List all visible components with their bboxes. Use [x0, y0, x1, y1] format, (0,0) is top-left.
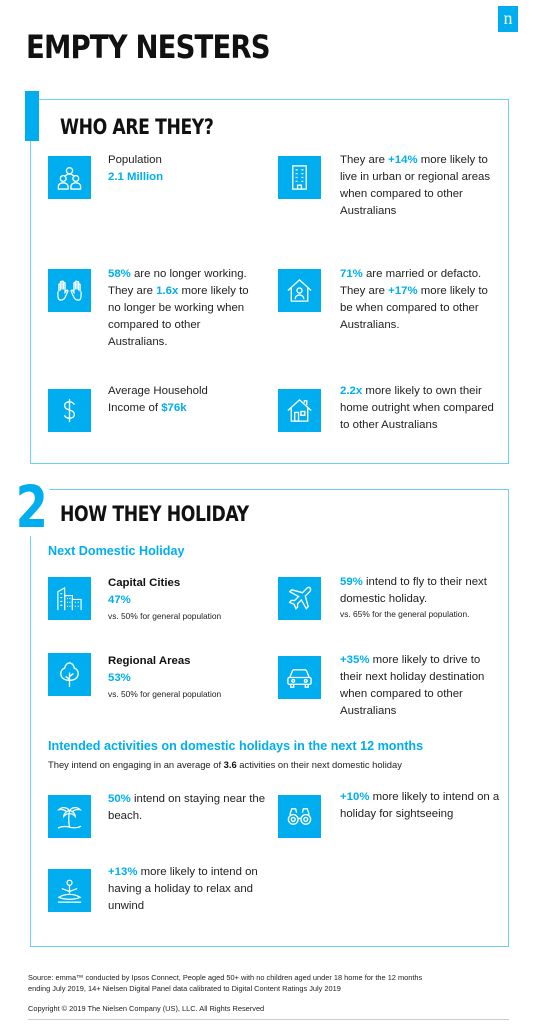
nielsen-logo: n [498, 6, 518, 32]
regional-areas-label: Regional Areas [108, 655, 191, 667]
working-stat [108, 266, 260, 351]
income-label-2: Income of [108, 402, 162, 414]
section-title-holiday: HOW THEY HOLIDAY [60, 502, 249, 526]
urban-text-pre: They are [340, 154, 389, 166]
working-value: 58% [108, 268, 131, 280]
married-text-3: more likely to be when compared to other Australians. [340, 285, 488, 331]
meditation-icon [48, 869, 91, 912]
relax-text: more likely to intend on having a holiday to relax and unwind [108, 866, 258, 912]
beach-stat [108, 791, 268, 825]
population-label: Population [108, 154, 162, 166]
drive-text: more likely to drive to their next holiday destination when compared to other Australians [340, 654, 485, 717]
footer-divider [28, 1019, 509, 1020]
people-icon [48, 156, 91, 199]
urban-value: +14% [388, 154, 418, 166]
airplane-icon [278, 577, 321, 620]
population-value: 2.1 Million [108, 171, 164, 183]
activities-note-pre: They intend on engaging in an average of [48, 759, 224, 770]
urban-text-rest: likely to live in urban or regional areas when compared to other Australians [340, 154, 491, 217]
sightseeing-value: +10% [340, 791, 370, 803]
footer-source-line-2: ending July 2019, 14+ Nielsen Digital Panel data calibrated to Digital Content Ratings July 2019 [28, 984, 341, 993]
population-stat [108, 152, 268, 186]
working-text-3: more likely to no longer be working when compared to other Australians. [108, 285, 249, 348]
urban-text-mid: more [417, 154, 447, 166]
sightseeing-text: more likely to intend on a holiday for sightseeing [340, 791, 500, 820]
regional-areas-stat [108, 653, 268, 700]
activities-average-value: 3.6 [223, 759, 237, 770]
regional-areas-note: vs. 50% for general population [108, 689, 222, 699]
married-text-1: are married or [362, 268, 438, 280]
married-stat [340, 266, 500, 334]
fly-text: intend to fly to their next domestic holiday. [340, 576, 487, 605]
fly-value: 59% [340, 576, 363, 588]
building-icon [278, 156, 321, 199]
page-title: EMPTY NESTERS [26, 28, 270, 66]
capital-cities-stat [108, 575, 268, 622]
beach-value: 50% [108, 793, 131, 805]
beach-text: intend on staying near the beach. [108, 793, 266, 822]
car-icon [278, 656, 321, 699]
fly-note: vs. 65% for the general population. [340, 609, 470, 619]
binoculars-icon [278, 795, 321, 838]
footer-copyright: Copyright © 2019 The Nielsen Company (US), LLC. All Rights Reserved [28, 1004, 265, 1013]
subhead-next-domestic-holiday: Next Domestic Holiday [48, 544, 185, 558]
drive-value: +35% [340, 654, 370, 666]
married-text-2: defacto. They are [340, 268, 482, 297]
footer-source [28, 972, 422, 994]
home-text: more likely to own their home outright when compared to other Australians [340, 385, 494, 431]
capital-cities-value: 47% [108, 594, 131, 606]
fly-stat [340, 574, 505, 620]
working-multiplier: 1.6x [156, 285, 179, 297]
working-text-2: working. They are [108, 268, 247, 297]
income-value: $76k [161, 402, 187, 414]
section-title-who: WHO ARE THEY? [60, 115, 214, 139]
income-stat [108, 383, 268, 417]
drive-stat [340, 652, 505, 720]
section-number-2: 2 [15, 473, 48, 541]
palm-tree-icon [48, 795, 91, 838]
relax-stat [108, 864, 263, 915]
married-value: 71% [340, 268, 363, 280]
sightseeing-stat [340, 789, 500, 823]
working-text-1: are no longer [130, 268, 202, 280]
city-icon [48, 577, 91, 620]
capital-cities-label: Capital Cities [108, 577, 181, 589]
tree-icon [48, 653, 91, 696]
section-number-1 [25, 91, 39, 141]
home-person-icon [278, 269, 321, 312]
activities-note-post: activities on their next domestic holiday [236, 759, 402, 770]
dollar-icon [48, 389, 91, 432]
regional-areas-value: 53% [108, 672, 131, 684]
home-stat [340, 383, 500, 434]
house-icon [278, 389, 321, 432]
capital-cities-note: vs. 50% for general population [108, 611, 222, 621]
subhead-intended-activities: Intended activities on domestic holidays in the next 12 months [48, 739, 424, 753]
urban-stat [340, 152, 500, 220]
relax-value: +13% [108, 866, 138, 878]
income-label: Average Household [108, 385, 208, 397]
activities-note [48, 759, 402, 770]
footer-source-line-1: Source: emma™ conducted by Ipsos Connect, People aged 50+ with no children aged under 18 home for the 12 months [28, 973, 423, 982]
married-increase: +17% [388, 285, 418, 297]
hands-icon [48, 269, 91, 312]
home-value: 2.2x [340, 385, 363, 397]
